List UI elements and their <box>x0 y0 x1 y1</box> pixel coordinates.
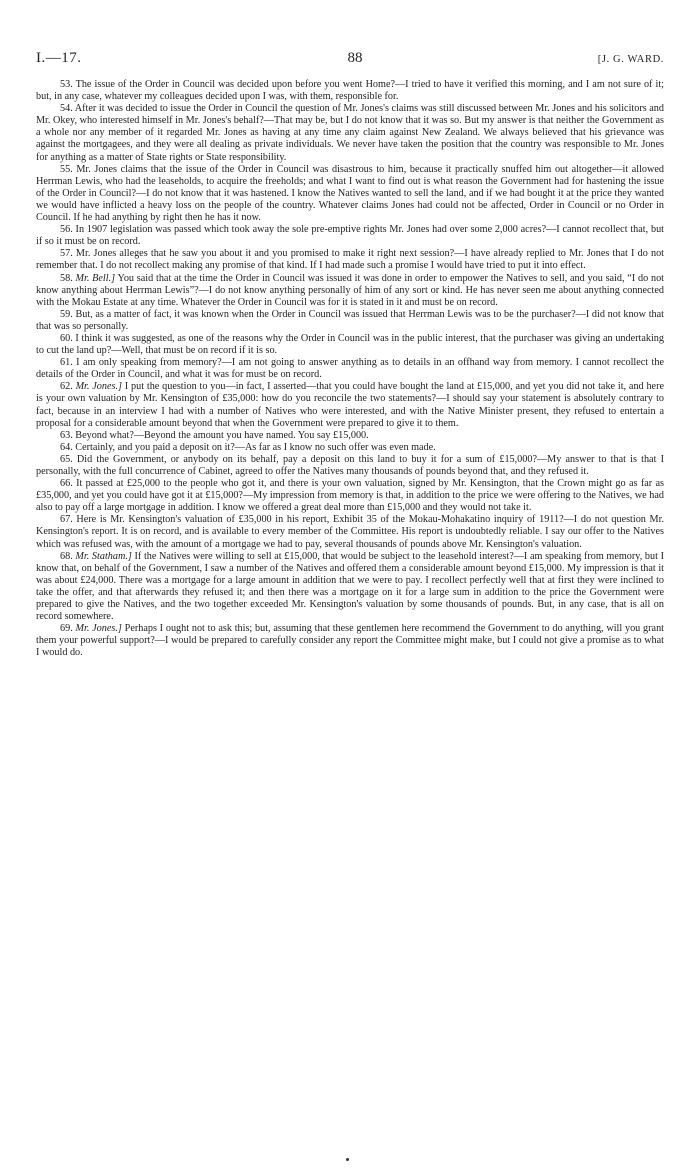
page-dot-mark <box>346 1158 349 1161</box>
page-number: 88 <box>347 50 363 66</box>
speaker-label: Mr. Bell.] <box>75 272 116 284</box>
paragraph-69: 69. Mr. Jones.] Perhaps I ought not to ask this; but, assuming that these gentlemen here recommend the Government to do anything, will you grant them your powerful support?—I would be prepared to carefully consider any report the Committee might make, but I could not give a promise as to what I would do. <box>36 623 664 659</box>
page-header <box>36 50 664 67</box>
speaker-label: Mr. Statham.] <box>75 550 132 562</box>
paragraph-66: 66. It passed at £25,000 to the people who got it, and there is your own valuation, signed by Mr. Kensington, that the Crown might go as far as £35,000, and yet you could have got it at £15,000?—My impression from memory is that, in addition to the price we were offering to the Natives, we had also to pay off a large mortgage in addition. I know we offered a great deal more than £15,000 and they would not take it. <box>36 478 664 514</box>
paragraph-68: 68. Mr. Statham.] If the Natives were willing to sell at £15,000, that would be subject to the leasehold interest?—I am speaking from memory, but I know that, on behalf of the Government, I saw a number of the Natives and offered them a considerable amount beyond £15,000. My impression is that it was about £24,000. There was a mortgage for a large amount in addition that we were to pay. I recollect perfectly well that at first they were inclined to take the offer, and that afterwards they refused it; and then there was a mortgage on it for a large sum in addition to the price the Government were prepared to give the Natives, and the two together exceeded Mr. Kensington's valuation by some thousands of pounds. But, in any case, that is all on record somewhere. <box>36 550 664 623</box>
paragraph-61: 61. I am only speaking from memory?—I am not going to answer anything as to details in an offhand way from memory. I cannot recollect the details of the Order in Council, and what it was for must be on record. <box>36 357 664 381</box>
paragraph-67: 67. Here is Mr. Kensington's valuation of £35,000 in his report, Exhibit 35 of the Mokau-Mohakatino inquiry of 1911?—I do not question Mr. Kensington's report. It is on record, and is available to every member of the Committee. His report is undoubtedly reliable. I say our offer to the Natives which was refused was, with the amount of a mortgage we had to pay, several thousands of pounds above Mr. Kensington's valuation. <box>36 514 664 550</box>
paragraph-60: 60. I think it was suggested, as one of the reasons why the Order in Council was in the public interest, that the purchaser was giving an undertaking to cut the land up?—Well, that must be on record if it is so. <box>36 332 664 357</box>
paragraph-55: 55. Mr. Jones claims that the issue of the Order in Council was disastrous to him, because it practically snuffed him out altogether—it allowed Herrman Lewis, who had the leaseholds, to acquire the freeholds; and what I want to find out is what reason the Government had for hastening the issue of the Order in Council?—I do not know that it was hastened. I know the Natives wanted to sell the land, and if we had bought it at the price they wanted we would have inflicted a heavy loss on the people of the country. Whatever claims Jones had could not be affected, Order in Council or no Order in Council. If he had anything by right then he has it now. <box>36 163 664 224</box>
witness-name: [J. G. WARD. <box>597 54 664 65</box>
paragraph-54: 54. After it was decided to issue the Order in Council the question of Mr. Jones's claims was still discussed between Mr. Jones and his solicitors and Mr. Okey, who interested himself in Mr. Jones's behalf?—That may be, but I do not know that it was so. But my answer is that neither the Government as a whole nor any member of it regarded Mr. Jones as having at any time any claim against New Zealand. We always believed that his grievance was against the mortgagees, and they were all dealing as private individuals. We never have taken the position that the country was responsible to Mr. Jones for anything as a matter of State rights or State responsibility. <box>36 103 664 163</box>
paragraph-63: 63. Beyond what?—Beyond the amount you have named. You say £15,000. <box>60 429 369 441</box>
document-body <box>36 79 664 660</box>
paragraph-58: 58. Mr. Bell.] You said that at the time the Order in Council was issued it was done in order to empower the Natives to sell, and you said, “I do not know anything about Herrman Lewis”?—I do not know anything personally of him of any sort or kind. He has never seen me about anything connected with the Mokau Estate at any time. Whatever the Order in Council was for it is stated in it and must be on record. <box>36 272 664 308</box>
document-reference: I.—17. <box>36 50 82 66</box>
paragraph-59: 59. But, as a matter of fact, it was known when the Order in Council was issued that Herrman Lewis was to be the purchaser?—I did not know that that was so personally. <box>36 308 664 332</box>
speaker-label: Mr. Jones.] <box>75 381 122 393</box>
paragraph-57: 57. Mr. Jones alleges that he saw you about it and you promised to make it right next session?—I have already replied to Mr. Jones that I do not remember that. I do not recollect making any promise of that kind. If I had made such a promise I would have tried to put it into effect. <box>36 248 664 272</box>
paragraph-56: 56. In 1907 legislation was passed which took away the sole pre-emptive rights Mr. Jones had over some 2,000 acres?—I cannot recollect that, but if so it must be on record. <box>36 224 664 248</box>
paragraph-64: 64. Certainly, and you paid a deposit on it?—As far as I know no such offer was even made. <box>60 441 436 453</box>
paragraph-62: 62. Mr. Jones.] I put the question to you—in fact, I asserted—that you could have bought the land at £15,000, and yet you did not take it, and here is your own valuation by Mr. Kensington of £35,000: how do you reconcile the two statements?—I should say your statement is absolutely contrary to fact, because in an interview I had with a number of Natives who were interested, and with the Native Minister present, they refused to entertain a proposal for a considerable amount beyond that when the Government were prepared to give it to them. <box>36 381 664 429</box>
speaker-label: Mr. Jones.] <box>75 623 122 635</box>
paragraph-65: 65. Did the Government, or anybody on its behalf, pay a deposit on this land to buy it for a sum of £15,000?—My answer to that is that I personally, with the full concurrence of Cabinet, agreed to offer the Natives many thousands of pounds beyond that, and they refused it. <box>36 453 664 477</box>
paragraph-53: 53. The issue of the Order in Council was decided upon before you went Home?—I tried to have it verified this morning, and I am not sure of it; but, in any case, whatever my colleagues decided upon I was, with them, responsible for. <box>36 79 664 103</box>
